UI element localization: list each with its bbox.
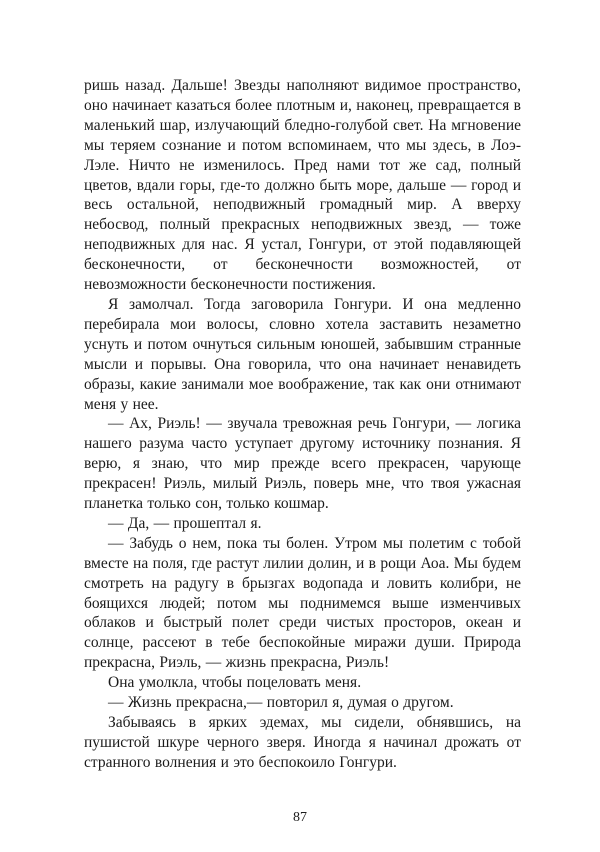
page-number: 87 [293,810,307,825]
paragraph-dialogue: — Ах, Риэль! — звучала тревожная речь Гонгури, — логика нашего разума часто уступает другому источнику познания. Я верю, я знаю, что мир прежде всего прекрасен, чарующе прекрасен! Риэль, милый Риэль, поверь мне, что твоя ужасная планетка только сон, только кошмар. [84,415,521,513]
paragraph: Я замолчал. Тогда заговорила Гонгури. И она медленно перебирала мои волосы, словно хотела заставить незаметно уснуть и потом очнуться сильным юношей, забывшим странные мысли и порывы. Она говорила, что она начинает ненавидеть образы, какие занимали мое воображение, так как они отнимают меня у нее. [84,295,521,413]
page-text-block [84,76,521,773]
paragraph-dialogue: — Забудь о нем, пока ты болен. Утром мы полетим с тобой вместе на поля, где растут лилии долин, и в рощи Аоа. Мы будем смотреть на радугу в брызгах водопада и ловить колибри, не боящихся людей; потом мы поднимемся выше изменчивых облаков и быстрый полет среди чистых просторов, океан и солнце, рассеют в тебе беспокойные миражи души. Природа прекрасна, Риэль, — жизнь прекрасна, Риэль! [84,534,521,672]
paragraph: Она умолкла, чтобы поцеловать меня. [108,674,362,692]
paragraph-dialogue: — Да, — прошептал я. [108,514,262,532]
paragraph-dialogue: — Жизнь прекрасна,— повторил я, думая о другом. [108,694,454,712]
paragraph: Забываясь в ярких эдемах, мы сидели, обнявшись, на пушистой шкуре черного зверя. Иногда я начинал дрожать от странного волнения и это беспокоило Гонгури. [84,714,521,771]
paragraph-continuation: ришь назад. Дальше! Звезды наполняют видимое пространство, оно начинает казаться более плотным и, наконец, превращается в маленький шар, излучающий бледно-голубой свет. На мгновение мы теряем сознание и потом вспоминаем, что мы здесь, в Лоэ-Лэле. Ничто не изменилось. Пред нами тот же сад, полный цветов, вдали горы, где-то должно быть море, дальше — город и весь остальной, неподвижный громадный мир. А вверху небосвод, полный прекрасных неподвижных звезд, — тоже неподвижных для нас. Я устал, Гонгури, от этой подавляющей бесконечности, от бесконечности возможностей, от невозможности бесконечности постижения. [84,77,521,294]
